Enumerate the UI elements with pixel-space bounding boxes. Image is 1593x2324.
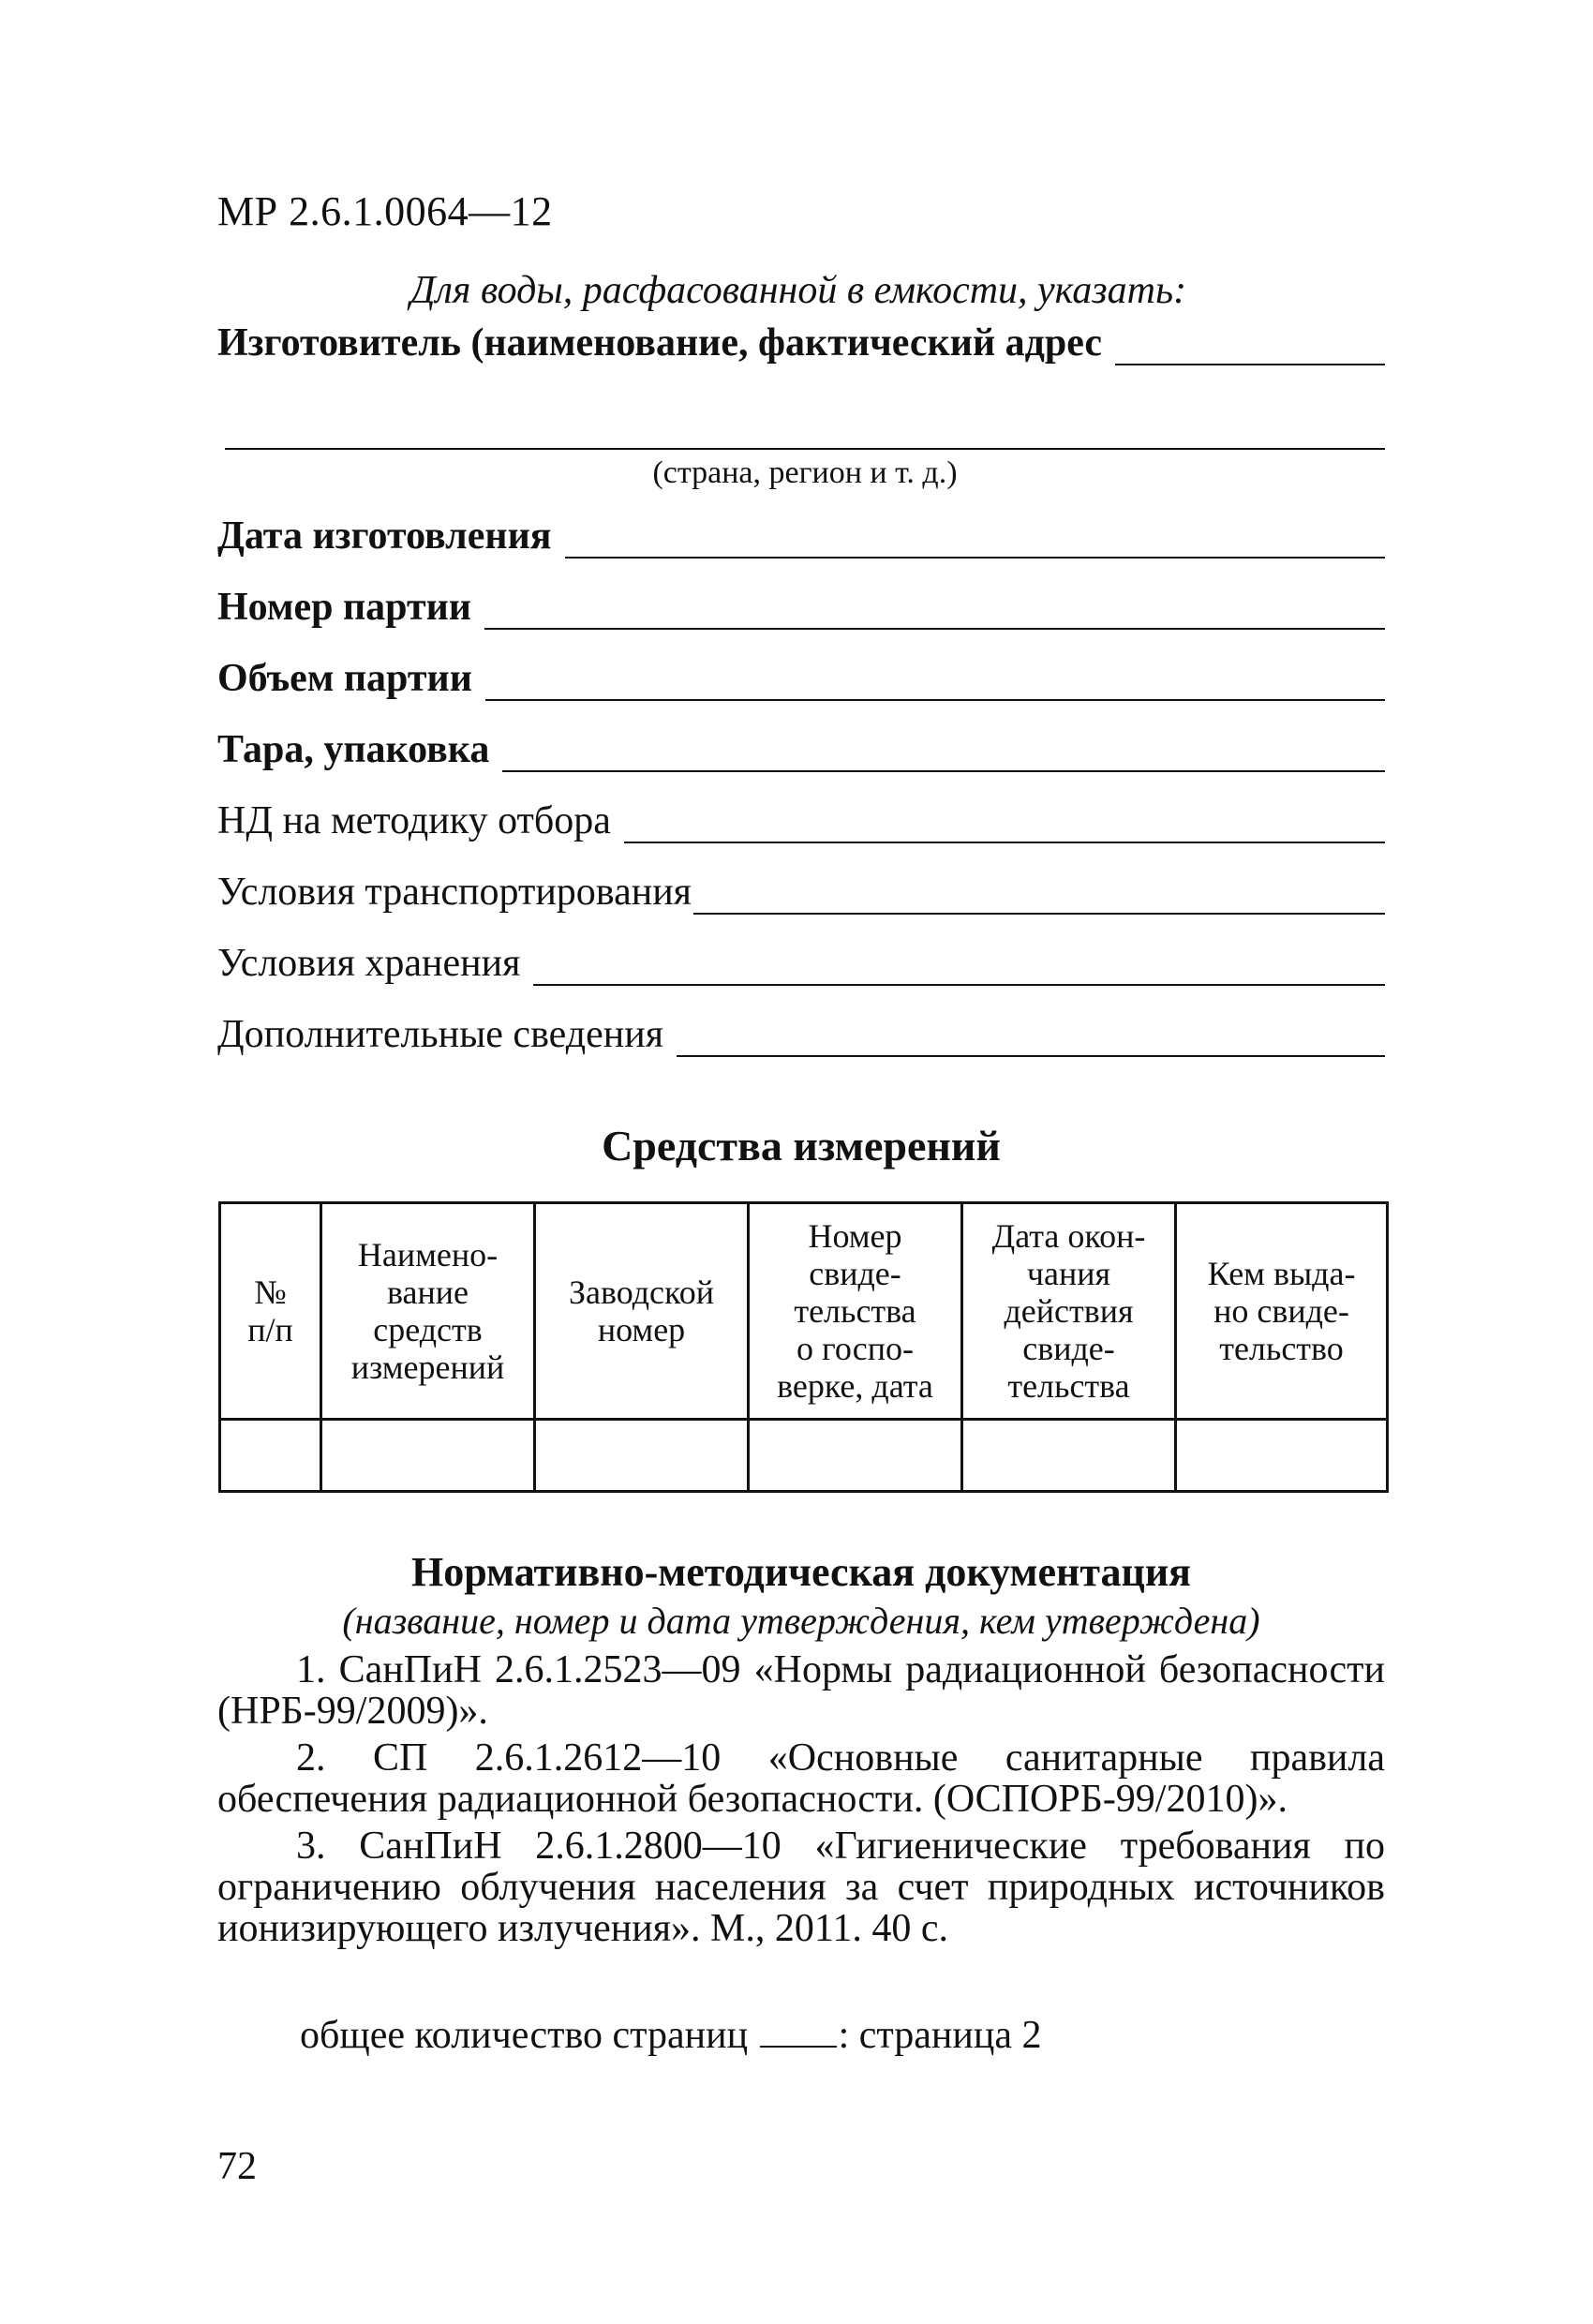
field-batch-number — [217, 585, 1385, 630]
normative-docs-list — [217, 1649, 1385, 1955]
column-header-text: Кем выда- но свиде- тельство — [1207, 1255, 1356, 1367]
field-blank-line — [565, 519, 1386, 559]
field-transport-conditions — [217, 870, 1385, 915]
field-blank-line — [484, 590, 1385, 630]
field-blank-line — [677, 1018, 1385, 1057]
list-item: 2. СП 2.6.1.2612—10 «Основные санитарные правила обеспечения радиационной безопасности. (ОСПОРБ-99/2010)». — [217, 1736, 1385, 1821]
column-header-text: Наимено- вание средств измерений — [350, 1236, 505, 1386]
normative-docs-title: Нормативно-методическая документация — [411, 1549, 1191, 1595]
table-row — [220, 1420, 1388, 1492]
field-packaging — [217, 727, 1385, 772]
field-manufacture-date — [217, 514, 1385, 559]
column-header — [220, 1203, 321, 1420]
field-sampling-method — [217, 798, 1385, 843]
page-number: 72 — [217, 2145, 257, 2188]
column-header — [749, 1203, 962, 1420]
measuring-instruments-title: Средства измерений — [602, 1122, 1001, 1169]
field-label: Тара, упаковка — [217, 728, 490, 771]
page-count-blank — [760, 2014, 837, 2048]
field-blank-line — [624, 804, 1385, 843]
column-header — [535, 1203, 749, 1420]
table-cell — [1176, 1420, 1388, 1492]
address-blank-line — [225, 448, 1385, 450]
field-manufacturer — [217, 320, 1385, 365]
measuring-instruments-table — [218, 1201, 1389, 1493]
table-header-row — [220, 1203, 1388, 1420]
table-cell — [220, 1420, 321, 1492]
column-header — [321, 1203, 535, 1420]
column-header-text: Заводской номер — [569, 1274, 714, 1348]
field-label: Условия хранения — [217, 942, 521, 985]
column-header-text: Номер свиде- тельства о госпо- верке, дата — [777, 1217, 933, 1405]
document-code: МР 2.6.1.0064—12 — [217, 188, 553, 234]
bottled-water-note: Для воды, расфасованной в емкости, указать: — [409, 269, 1187, 312]
field-label: Условия транспортирования — [217, 871, 692, 914]
field-label: НД на методику отбора — [217, 799, 611, 842]
field-blank-line — [502, 733, 1385, 772]
page-label: : страница 2 — [838, 2014, 1042, 2057]
column-header — [1176, 1203, 1388, 1420]
table-cell — [321, 1420, 535, 1492]
address-caption: (страна, регион и т. д.) — [652, 455, 958, 490]
column-header-text: № п/п — [247, 1274, 293, 1348]
field-label: Дополнительные сведения — [217, 1013, 664, 1056]
table-cell — [535, 1420, 749, 1492]
page-count-line — [300, 2013, 1041, 2058]
normative-docs-subtitle: (название, номер и дата утверждения, кем утверждена) — [342, 1600, 1260, 1642]
field-label: Дата изготовления — [217, 514, 552, 558]
list-item: 3. СанПиН 2.6.1.2800—10 «Гигиенические требования по ограничению облучения населения за счет природных источников ионизирующего излучения». М., 2011. 40 с. — [217, 1825, 1385, 1950]
field-label: Объем партии — [217, 657, 472, 700]
page-count-label: общее количество страниц — [300, 2014, 749, 2057]
field-blank-line — [693, 875, 1385, 915]
field-batch-volume — [217, 656, 1385, 701]
column-header-text: Дата окон- чания действия свиде- тельства — [991, 1217, 1146, 1405]
field-blank-line — [533, 946, 1385, 986]
table-cell — [749, 1420, 962, 1492]
column-header — [962, 1203, 1176, 1420]
field-storage-conditions — [217, 941, 1385, 986]
field-blank-line — [1115, 326, 1385, 365]
field-blank-line — [485, 662, 1385, 701]
field-additional-info — [217, 1012, 1385, 1057]
field-label: Номер партии — [217, 586, 472, 629]
field-label: Изготовитель (наименование, фактический адрес — [217, 321, 1103, 365]
list-item: 1. СанПиН 2.6.1.2523—09 «Нормы радиационной безопасности (НРБ-99/2009)». — [217, 1648, 1385, 1733]
table-cell — [962, 1420, 1176, 1492]
